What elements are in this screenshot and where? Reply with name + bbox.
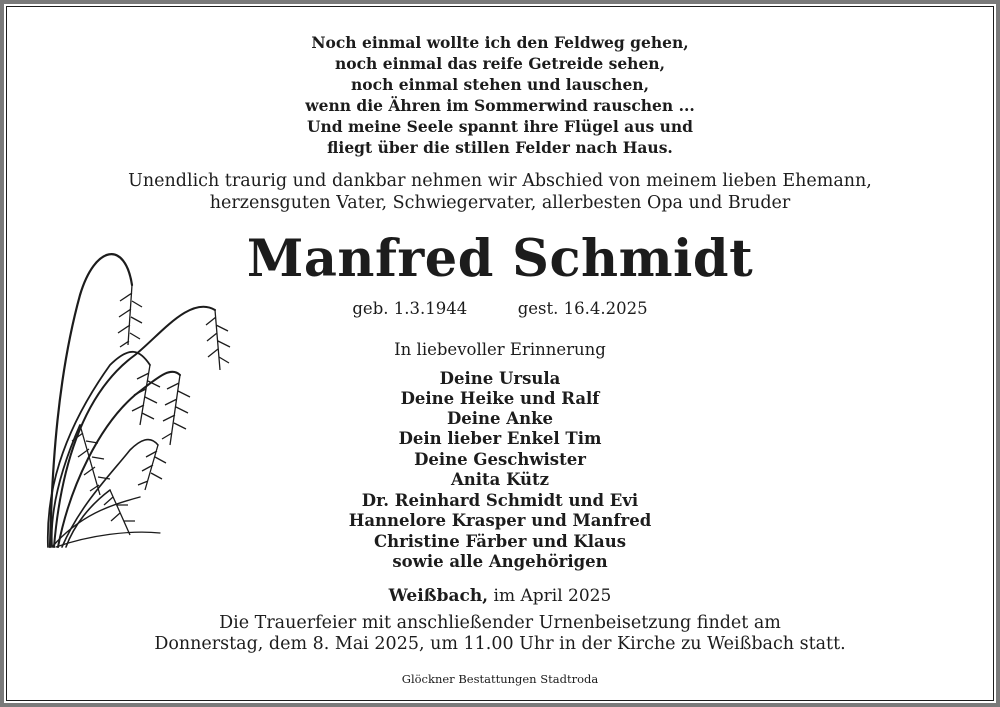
poem-line: Und meine Seele spannt ihre Flügel aus und [306,117,693,136]
poem-line: noch einmal das reife Getreide sehen, [335,54,665,73]
mourner: sowie alle Angehörigen [392,552,608,571]
mourner: Anita Kütz [450,470,550,489]
memory-line: In liebevoller Erinnerung [394,340,606,359]
mourner: Deine Geschwister [414,450,586,469]
intro-line: Unendlich traurig und dankbar nehmen wir Abschied von meinem lieben Ehemann, [128,171,872,191]
place: Weißbach, [388,586,489,606]
mourner: Hannelore Krasper und Manfred [348,511,652,530]
mourner: Deine Ursula [439,369,561,388]
poem-line: wenn die Ähren im Sommerwind rauschen ... [305,96,695,115]
birth-date: geb. 1.3.1944 [352,299,468,318]
life-dates [0,299,1000,318]
poem-line: Noch einmal wollte ich den Feldweg gehen, [311,33,689,52]
mourner: Deine Heike und Ralf [400,389,600,408]
poem-line: fliegt über die stillen Felder nach Haus. [327,138,673,157]
service-line: Die Trauerfeier mit anschließender Urnenbeisetzung findet am [219,613,781,633]
mourner: Dr. Reinhard Schmidt und Evi [361,491,639,510]
date-line: im April 2025 [493,586,612,606]
poem-line: noch einmal stehen und lauschen, [351,75,649,94]
mourner: Dein lieber Enkel Tim [398,429,602,448]
intro-line: herzensguten Vater, Schwiegervater, allerbesten Opa und Bruder [209,193,791,213]
mourner: Deine Anke [446,409,554,428]
undertaker: Glöckner Bestattungen Stadtroda [401,672,599,686]
place-date-line [0,586,1000,606]
deceased-name: Manfred Schmidt [246,229,754,289]
service-line: Donnerstag, dem 8. Mai 2025, um 11.00 Uhr in der Kirche zu Weißbach statt. [154,634,846,654]
mourner: Christine Färber und Klaus [373,532,627,551]
death-date: gest. 16.4.2025 [517,299,648,318]
